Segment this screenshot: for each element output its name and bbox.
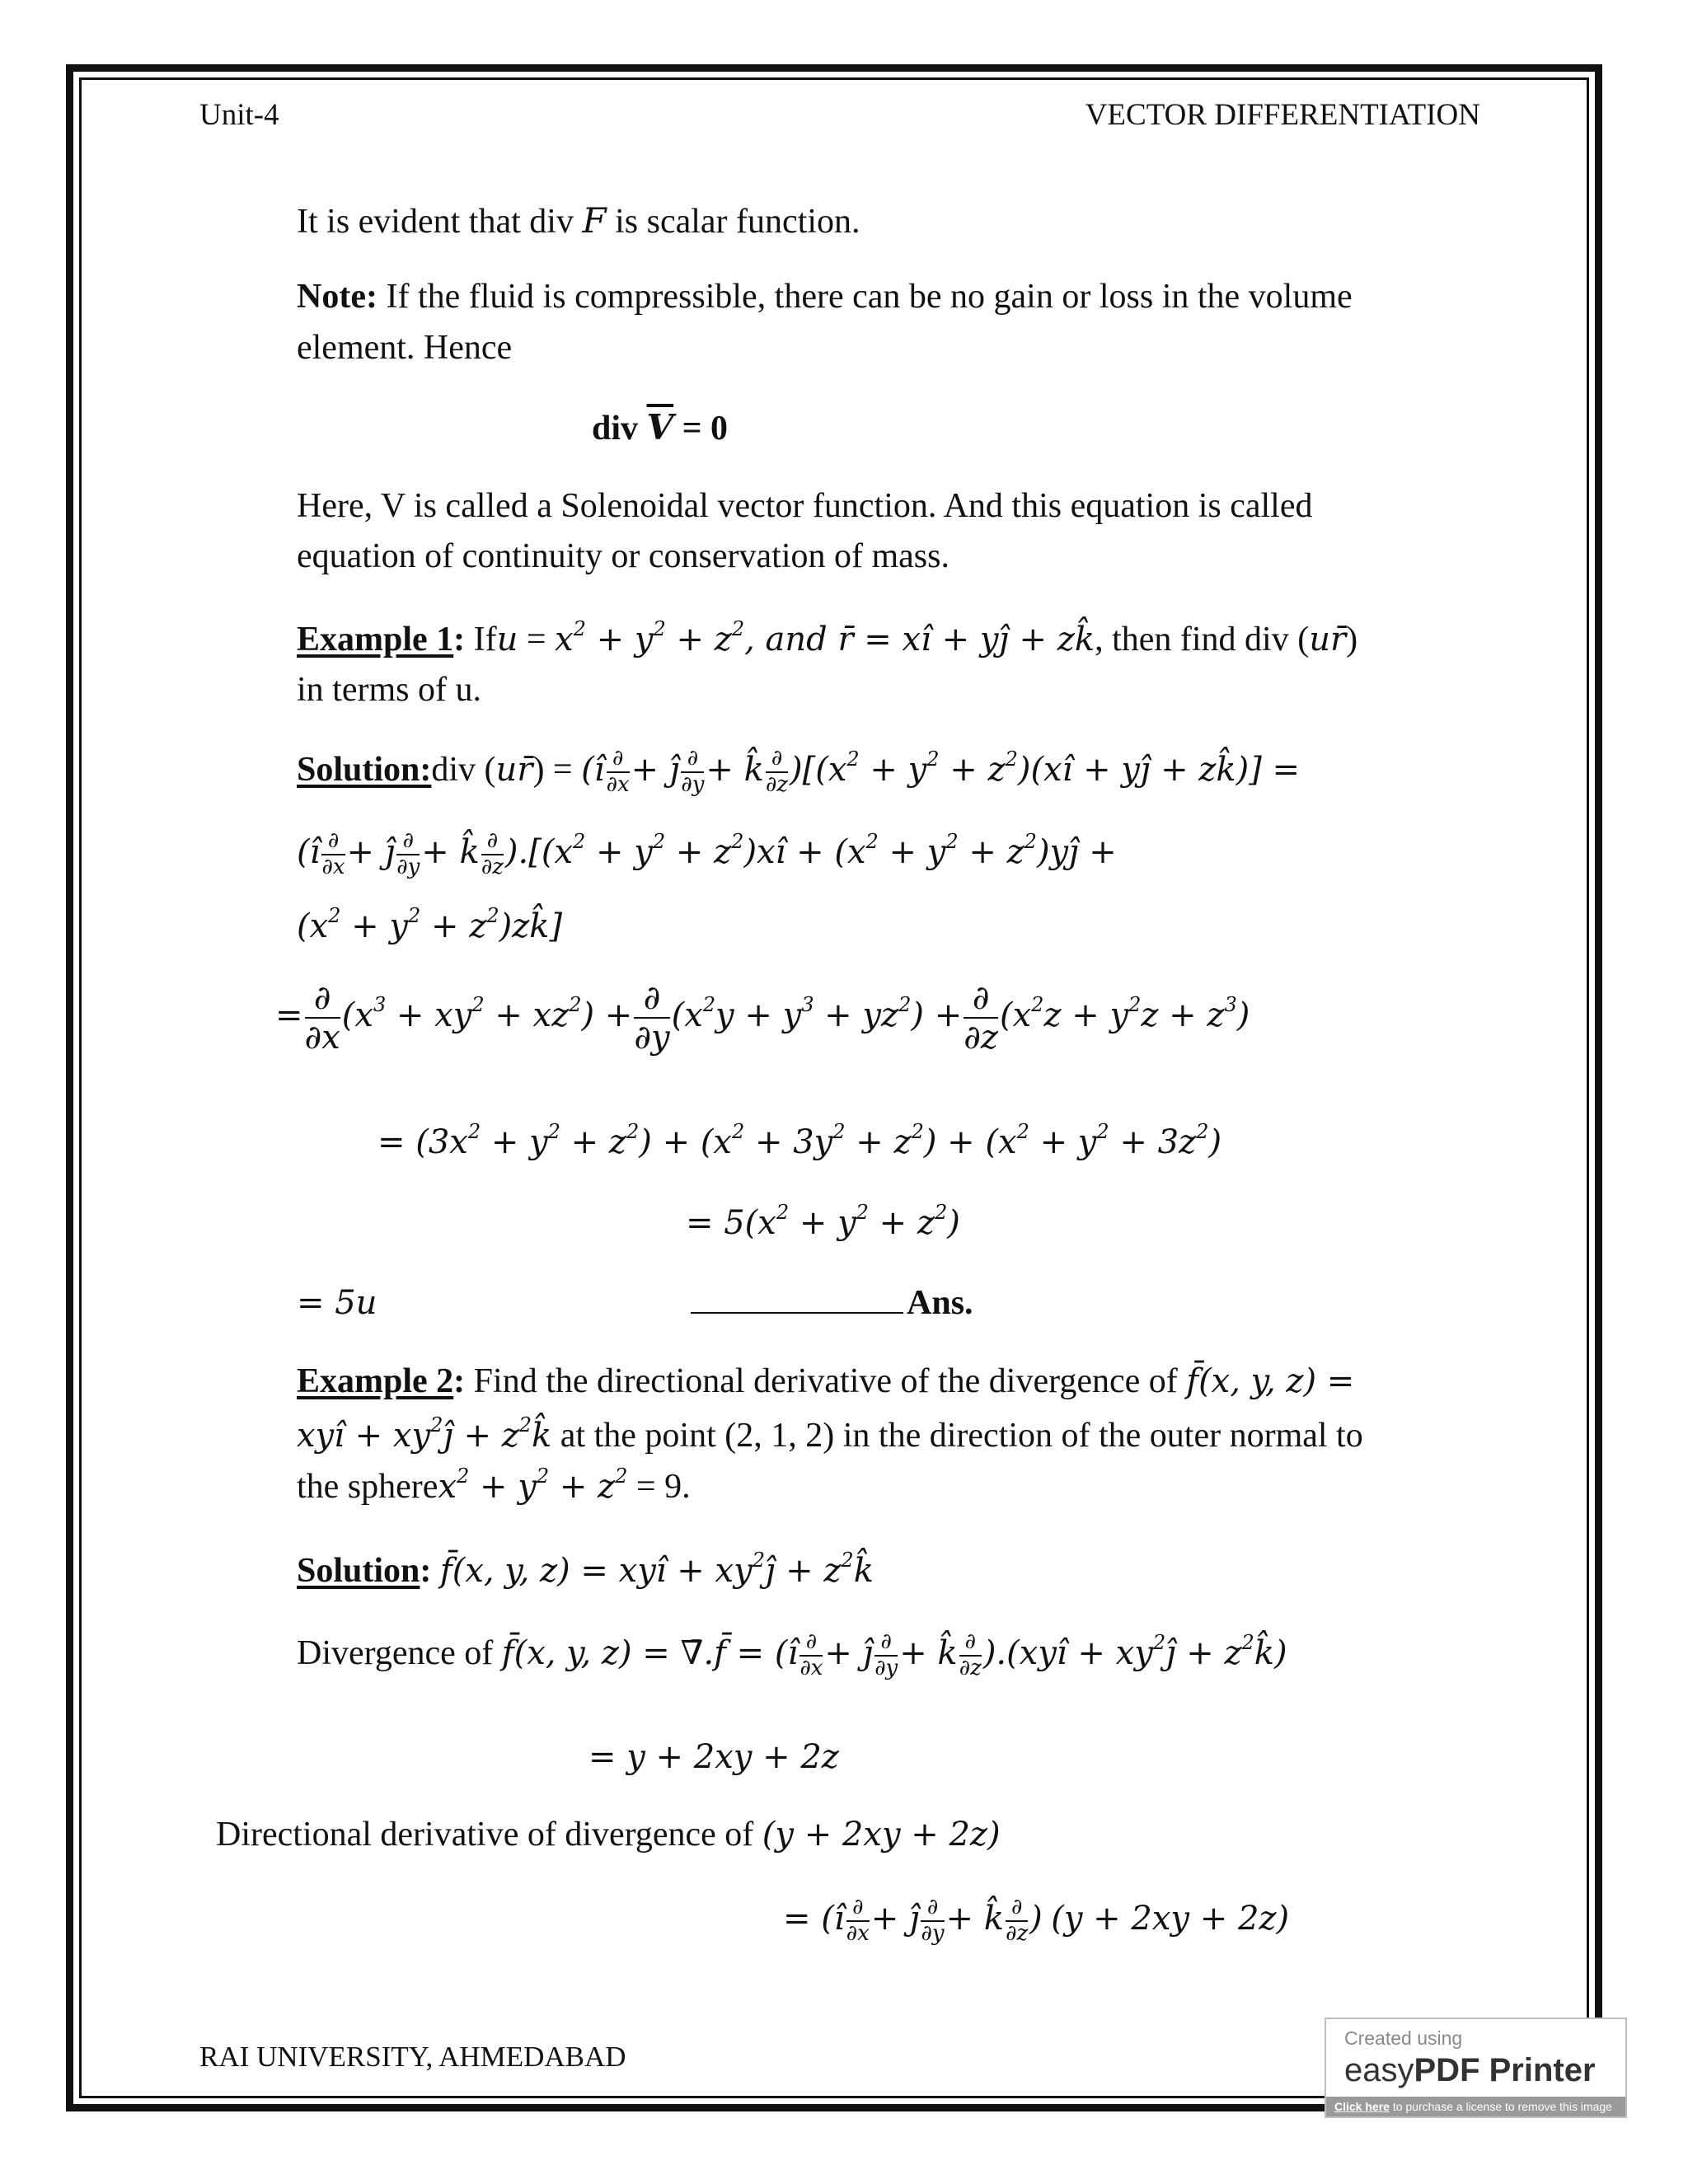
solution-1-line-7: = 5u (297, 1284, 377, 1322)
example-1-line-2: in terms of u. (297, 671, 481, 709)
footer-university: RAI UNIVERSITY, AHMEDABAD (199, 2041, 626, 2073)
header-title: VECTOR DIFFERENTIATION (1085, 98, 1480, 132)
page-border-inner (79, 77, 1589, 2098)
watermark-created-text: Created using (1344, 2027, 1463, 2049)
solution-1-label: Solution: (297, 750, 432, 789)
note-line-1: Note: If the fluid is compressible, there can be no gain or loss in the volume (297, 278, 1353, 316)
equation-div-v: div $\overline{V} = 0$ (592, 407, 729, 448)
directional-derivative-text: Directional derivative of divergence of (y + 2xy + 2z) (216, 1816, 1001, 1854)
solution-1-line-2: (î $\frac{\partial}{\partial x}$ + ĵ $\frac{\partial}{\partial y}$ + k̂ $\frac{\partial}{\partial z}$ )$.[(x^2 + y^2$ + $z^2)xî + (x^2 + y^2$ + $z^2)yĵ$ + (297, 828, 1117, 879)
answer-marker: Ans. (691, 1283, 973, 1323)
easypdf-watermark[interactable] (1325, 2018, 1627, 2118)
watermark-click-here-link[interactable]: Click here (1334, 2100, 1390, 2113)
watermark-license-bar[interactable]: Click here to purchase a license to remove this image (1326, 2097, 1625, 2116)
example-2-line-1: Example 2: Find the directional derivative of the divergence of f̄(x, y, z) = (297, 1362, 1355, 1400)
example-2-line-2: xyî + $xy^2ĵ$ + $z^2k̂$ at the point (2, 1, 2) in the direction of the outer normal to (297, 1413, 1363, 1455)
solution-2-divergence: Divergence of f̄(x, y, z) = ∇̄.f̄ = (î $\frac{\partial}{\partial x}$ + ĵ $\frac{\partial}{\partial y}$ + k̂ $\frac{\partial}{\partial z}$ ).(xyî + $xy^2ĵ$ + $z^2k̂$) (297, 1629, 1287, 1680)
solution-2-label: Solution (297, 1552, 420, 1590)
solution-2-result: = y + 2xy + 2z (588, 1738, 839, 1776)
note-line-2: element. Hence (297, 329, 513, 367)
solution-2-line-1: Solution: f̄(x, y, z) = xyî + $xy^2ĵ$ + $z^2k̂$ (297, 1549, 874, 1590)
watermark-brand: easyPDF Printer (1344, 2052, 1596, 2088)
solution-1-line-5: = $(3x^2 + y^2 + z^2) + (x^2 + 3y^2 + z^2) + (x^2 + y^2 + 3z^2)$ (377, 1120, 1222, 1161)
paragraph-div-scalar: It is evident that div F is scalar function. (297, 200, 860, 241)
solution-1-line-6: = $5(x^2 + y^2 + z^2)$ (686, 1201, 960, 1242)
here-line-2: equation of continuity or conservation of mass. (297, 537, 950, 575)
header-unit: Unit-4 (199, 98, 279, 132)
directional-derivative-expression: = (î $\frac{\partial}{\partial x}$ + ĵ $\frac{\partial}{\partial y}$ + k̂ $\frac{\partial}{\partial z}$ ) (y + 2xy + 2z) (783, 1895, 1290, 1946)
example-2-label: Example 2 (297, 1362, 454, 1400)
solution-1-line-4: = $\frac{\partial}{\partial x}$ $(x^3 + xy^2 + xz^2)$ + $\frac{\partial}{\partial y}$ $(x^2y + y^3 + yz^2)$ + $\frac{\partial}{\partial z}$ $(x^2z + y^2z + z^3)$ (275, 979, 1250, 1057)
solution-1-line-3: ($x^2 + y^2$ + $z^2)zk̂$] (297, 904, 563, 945)
example-2-line-3: the spherex$^2$ + $y^2 + z^2 = 9$. (297, 1465, 691, 1506)
here-line-1: Here, V is called a Solenoidal vector function. And this equation is called (297, 487, 1313, 525)
solution-1-line-1: Solution:div (ur̄) = (î $\frac{\partial}{\partial x}$ + ĵ $\frac{\partial}{\partial y}$ + k̂ $\frac{\partial}{\partial z}$ )[($x^2 + y^2$ + $z^2)(xî$ + yĵ + zk̂)] = (297, 746, 1301, 797)
example-1-line-1: Example 1: Ifu = $x^2 + y^2 + z^2$, and r̄ = xî + yĵ + zk̂, then find div (ur̄) (297, 617, 1358, 658)
example-1-label: Example 1 (297, 621, 454, 658)
